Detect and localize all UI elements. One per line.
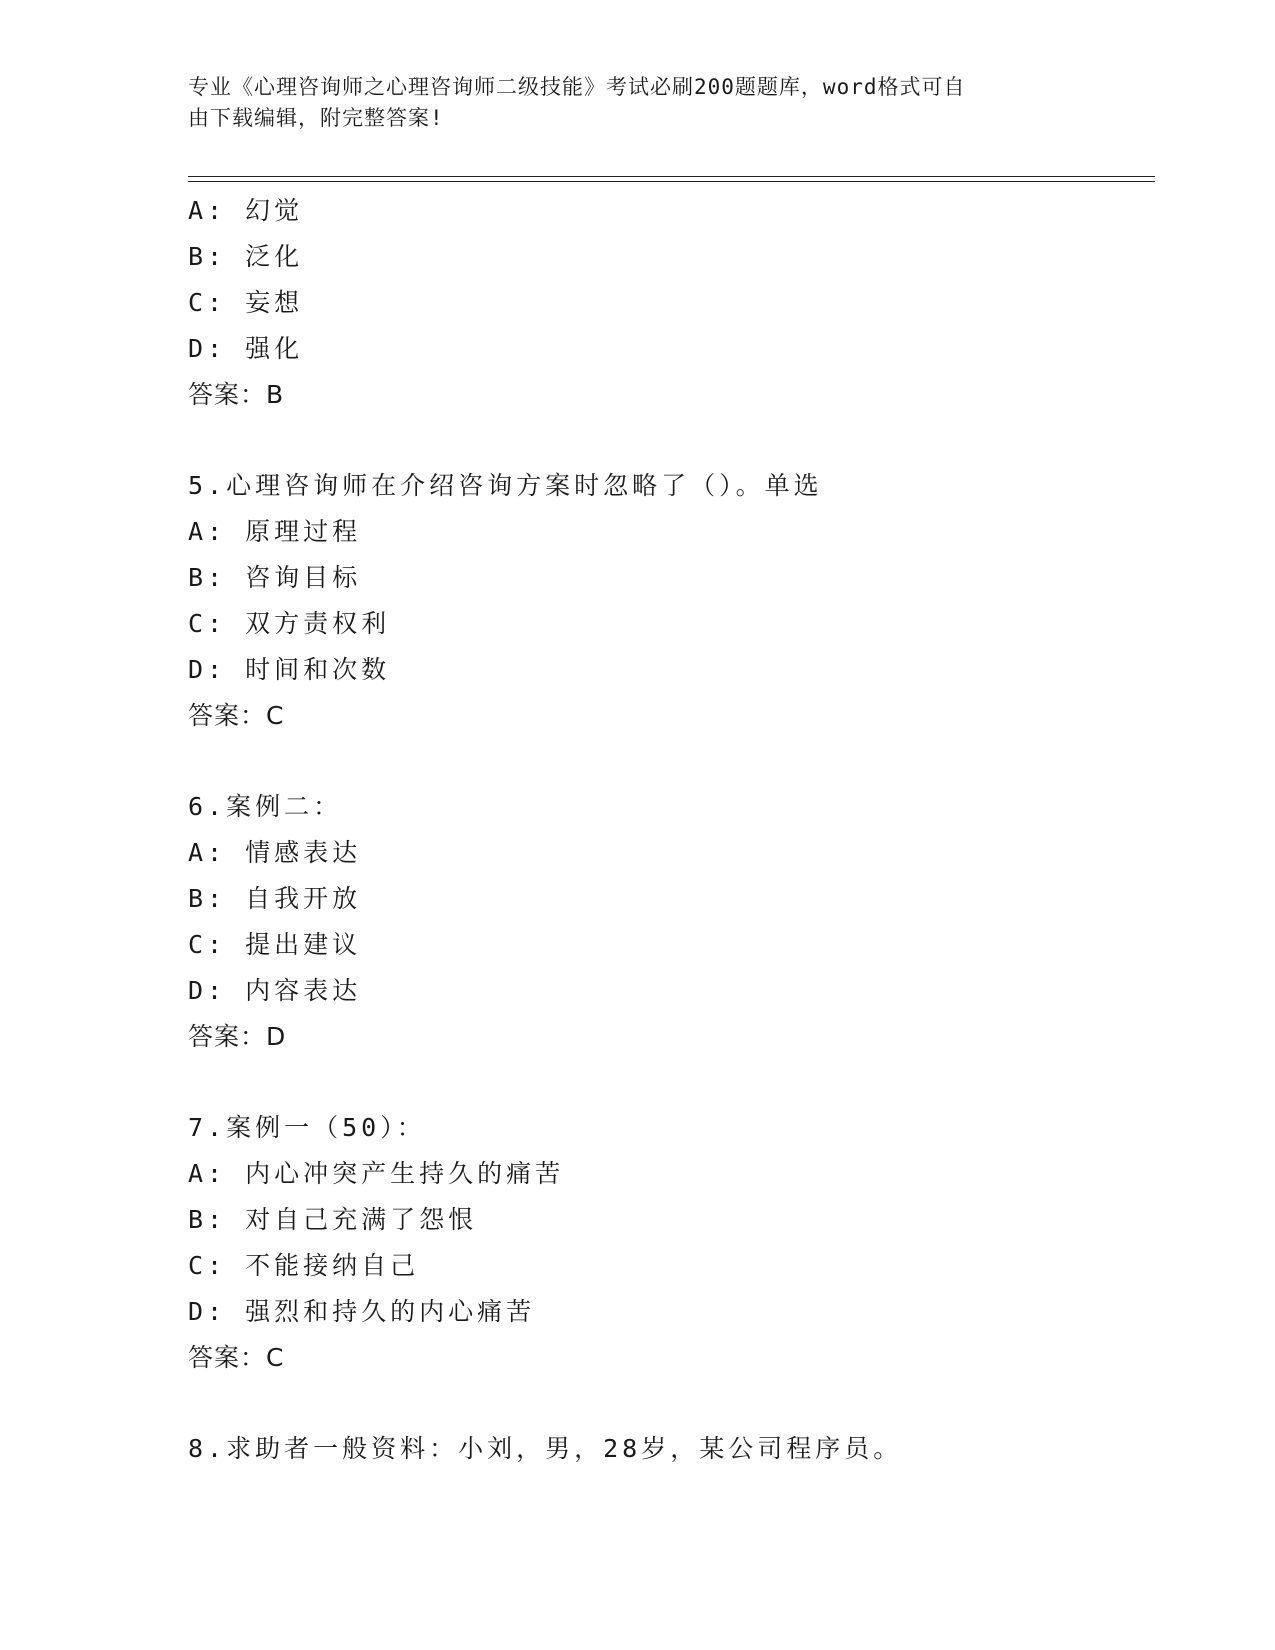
option-c: C: 妄想 [188,288,304,317]
option-a: A: 原理过程 [188,517,362,546]
answer-line: 答案：C [188,701,285,730]
option-d: D: 时间和次数 [188,655,391,684]
question-list [188,188,1148,1472]
option-b: B: 泛化 [188,242,304,271]
spacer [188,1060,1148,1105]
header-divider-top [188,176,1155,177]
option-d: D: 强烈和持久的内心痛苦 [188,1297,536,1326]
option-b: B: 对自己充满了怨恨 [188,1205,478,1234]
document-header [188,72,1068,134]
question-text: 5.心理咨询师在介绍咨询方案时忽略了（）。单选 [188,471,823,500]
header-line-1: 专业《心理咨询师之心理咨询师二级技能》考试必刷200题题库，word格式可自 [188,75,966,99]
option-c: C: 双方责权利 [188,609,391,638]
option-d: D: 内容表达 [188,976,362,1005]
spacer [188,418,1148,463]
option-b: B: 自我开放 [188,884,362,913]
option-d: D: 强化 [188,334,304,363]
option-c: C: 提出建议 [188,930,362,959]
option-a: A: 幻觉 [188,196,304,225]
question-text: 7.案例一（50）： [188,1113,426,1142]
question-block-4 [188,188,1148,418]
option-b: B: 咨询目标 [188,563,362,592]
question-block-6 [188,784,1148,1060]
answer-line: 答案：B [188,380,285,409]
answer-line: 答案：C [188,1343,285,1372]
spacer [188,1381,1148,1426]
question-block-8 [188,1426,1148,1472]
question-text: 6.案例二： [188,792,343,821]
option-a: A: 情感表达 [188,838,362,867]
question-block-7 [188,1105,1148,1381]
question-text: 8.求助者一般资料：小刘，男，28岁，某公司程序员。 [188,1434,903,1463]
header-line-2: 由下载编辑，附完整答案! [188,106,444,130]
answer-line: 答案：D [188,1022,287,1051]
question-block-5 [188,463,1148,739]
header-divider-bottom [188,181,1155,182]
option-a: A: 内心冲突产生持久的痛苦 [188,1159,565,1188]
option-c: C: 不能接纳自己 [188,1251,420,1280]
spacer [188,739,1148,784]
